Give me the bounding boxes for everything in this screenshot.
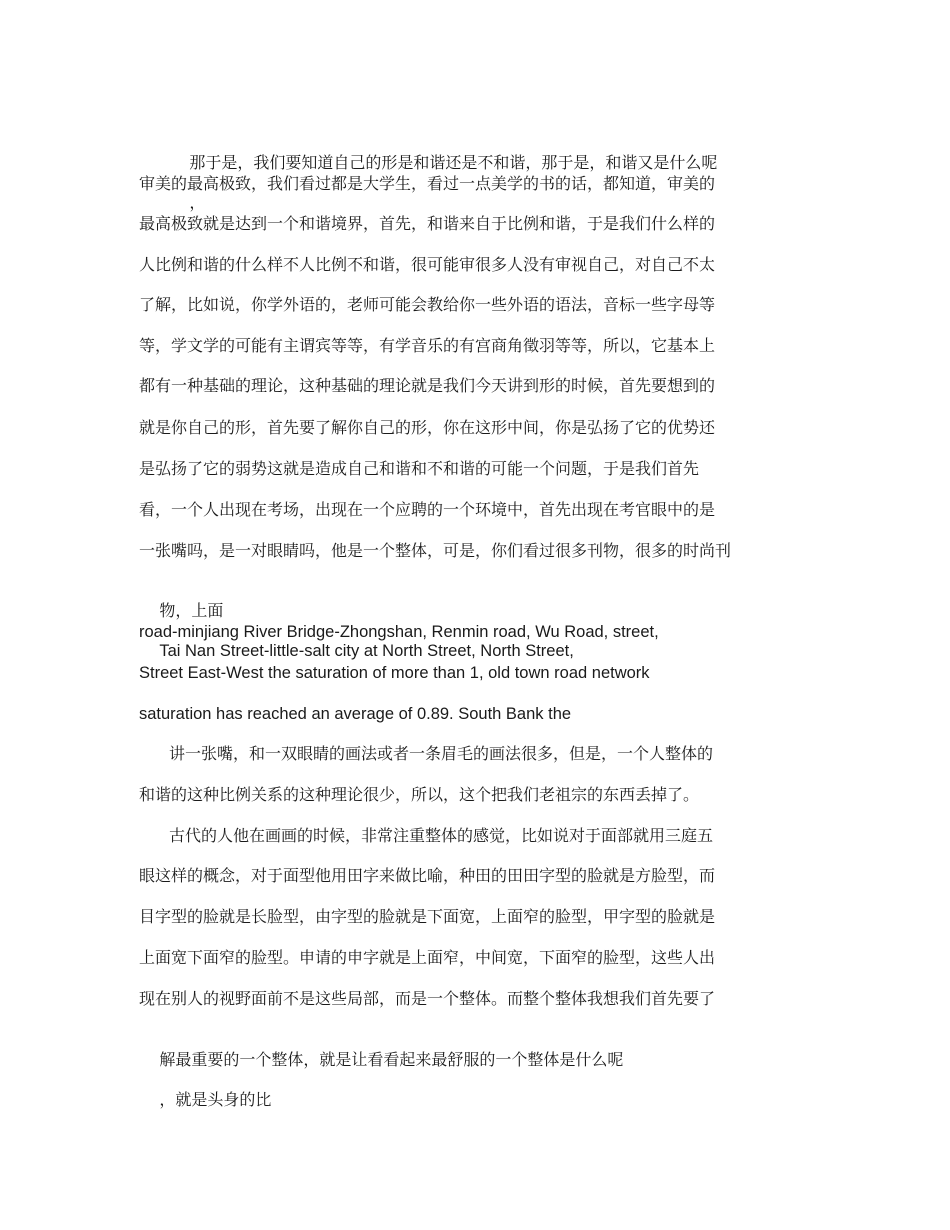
- text-segment: 那于是，我们要知道自己的形是和谐还是不和谐，那于是，和谐又是什么呢: [189, 153, 718, 172]
- text-line: 人比例和谐的什么样不人比例不和谐，很可能审很多人没有审视自己，对自己不太: [139, 255, 716, 274]
- text-line: 和谐的这种比例关系的这种理论很少，所以，这个把我们老祖宗的东西丢掉了。: [139, 785, 700, 804]
- text-line: 上面宽下面窄的脸型。申请的申字就是上面窄，中间宽，下面窄的脸型，这些人出: [139, 948, 716, 967]
- text-line: saturation has reached an average of 0.89. South Bank the: [139, 705, 572, 723]
- text-line: 讲一张嘴，和一双眼睛的画法或者一条眉毛的画法很多，但是，一个人整体的: [169, 744, 714, 763]
- text-segment: 解最重要的一个整体，就是让看看起来最舒服的一个整体是什么呢: [159, 1050, 624, 1069]
- text-line: 就是你自己的形，首先要了解你自己的形，你在这形中间，你是弘扬了它的优势还: [139, 418, 716, 437]
- text-line: 等，学文学的可能有主谓宾等等，有学音乐的有宫商角徵羽等等，所以，它基本上: [139, 336, 716, 355]
- text-line: 审美的最高极致，我们看过都是大学生，看过一点美学的书的话，都知道，审美的: [139, 174, 716, 193]
- text-segment: ，: [189, 193, 206, 212]
- text-line: [139, 1030, 623, 1130]
- text-segment: ，就是头身的比: [159, 1090, 272, 1109]
- text-segment: 物，上面: [159, 601, 224, 620]
- text-line: 是弘扬了它的弱势这就是造成自己和谐和不和谐的可能一个问题，于是我们首先: [139, 459, 700, 478]
- text-line: 目字型的脸就是长脸型，由字型的脸就是下面宽，上面窄的脸型，甲字型的脸就是: [139, 907, 716, 926]
- text-line: 看，一个人出现在考场，出现在一个应聘的一个环境中，首先出现在考官眼中的是: [139, 500, 716, 519]
- text-line: 现在别人的视野面前不是这些局部，而是一个整体。而整个整体我想我们首先要了: [139, 989, 716, 1008]
- text-line: Street East-West the saturation of more than 1, old town road network: [139, 664, 650, 682]
- text-line: 最高极致就是达到一个和谐境界，首先，和谐来自于比例和谐，于是我们什么样的: [139, 214, 716, 233]
- text-line: 了解，比如说，你学外语的，老师可能会教给你一些外语的语法，音标一些字母等: [139, 295, 716, 314]
- text-line: 古代的人他在画画的时候，非常注重整体的感觉，比如说对于面部就用三庭五: [169, 826, 714, 845]
- text-line: 一张嘴吗，是一对眼睛吗，他是一个整体，可是，你们看过很多刊物，很多的时尚刊: [139, 541, 732, 560]
- text-line: road-minjiang River Bridge-Zhongshan, Renmin road, Wu Road, street,: [139, 623, 659, 641]
- text-line: 都有一种基础的理论，这种基础的理论就是我们今天讲到形的时候，首先要想到的: [139, 376, 716, 395]
- text-line: 眼这样的概念，对于面型他用田字来做比喻，种田的田田字型的脸就是方脸型，而: [139, 866, 716, 885]
- text-segment: Tai Nan Street-little-salt city at North Street, North Street,: [159, 642, 574, 660]
